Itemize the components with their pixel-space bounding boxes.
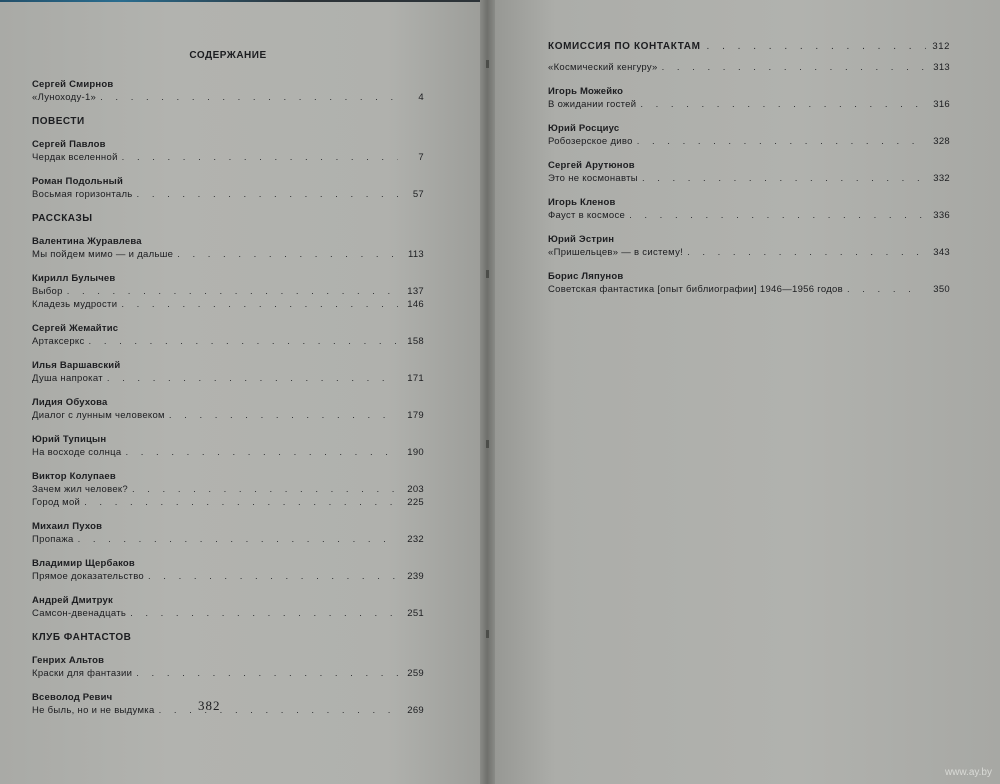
leader-dots bbox=[122, 151, 398, 164]
work-title: Самсон-двенадцать bbox=[32, 608, 127, 619]
leader-dots bbox=[148, 570, 398, 583]
leader-dots bbox=[126, 446, 399, 459]
toc-entry bbox=[32, 139, 424, 164]
toc-entry bbox=[32, 323, 424, 348]
toc-entry bbox=[32, 558, 424, 583]
toc-row bbox=[548, 172, 950, 185]
toc-row bbox=[32, 704, 424, 717]
toc-entry bbox=[32, 471, 424, 509]
section-title: ПОВЕСТИ bbox=[32, 116, 85, 127]
author-name: Михаил Пухов bbox=[32, 521, 103, 532]
section-entries bbox=[548, 86, 950, 296]
toc-row bbox=[32, 151, 424, 164]
toc-row bbox=[32, 496, 424, 509]
author-name: Кирилл Булычев bbox=[32, 273, 116, 284]
page-number: 7 bbox=[418, 152, 424, 163]
author-name: Сергей Павлов bbox=[32, 139, 106, 150]
toc-row bbox=[32, 446, 424, 459]
toc-row bbox=[548, 209, 950, 222]
author-name: Игорь Кленов bbox=[548, 197, 616, 208]
work-title: Не быль, но и не выдумка bbox=[32, 705, 155, 716]
page-number: 232 bbox=[407, 534, 424, 545]
toc-row bbox=[548, 246, 950, 259]
toc-entry bbox=[548, 197, 950, 222]
spine-stitch bbox=[486, 630, 489, 638]
toc-entry bbox=[32, 595, 424, 620]
section-title: КОМИССИЯ ПО КОНТАКТАМ bbox=[548, 41, 701, 52]
work-title: На восходе солнца bbox=[32, 447, 122, 458]
leader-dots bbox=[78, 533, 398, 546]
watermark: www.ay.by bbox=[944, 767, 992, 778]
toc-row bbox=[32, 335, 424, 348]
page-number: 179 bbox=[407, 410, 424, 421]
section-entries bbox=[32, 139, 424, 201]
leader-dots bbox=[169, 409, 398, 422]
toc-row bbox=[548, 61, 950, 74]
work-title: Мы пойдем мимо — и дальше bbox=[32, 249, 174, 260]
toc-entry bbox=[548, 61, 950, 74]
section-title: КЛУБ ФАНТАСТОВ bbox=[32, 632, 132, 643]
section-entries bbox=[32, 236, 424, 620]
work-title: Робозерское диво bbox=[548, 136, 633, 147]
work-title: «Луноходу-1» bbox=[32, 92, 97, 103]
work-title: «Пришельцев» — в систему! bbox=[548, 247, 684, 258]
page-number: 316 bbox=[933, 99, 950, 110]
author-name: Юрий Тупицын bbox=[32, 434, 107, 445]
author-name: Виктор Колупаев bbox=[32, 471, 116, 482]
author-name: Юрий Эстрин bbox=[548, 234, 615, 245]
author-name: Валентина Журавлева bbox=[32, 236, 142, 247]
author-name: Юрий Росциус bbox=[548, 123, 620, 134]
leader-dots bbox=[707, 40, 927, 53]
toc-row bbox=[32, 667, 424, 680]
page-number: 259 bbox=[407, 668, 424, 679]
work-title: Краски для фантазии bbox=[32, 668, 133, 679]
leader-dots bbox=[100, 91, 398, 104]
leader-dots bbox=[132, 483, 398, 496]
page-number: 158 bbox=[407, 336, 424, 347]
toc-entry bbox=[548, 271, 950, 296]
author-name: Лидия Обухова bbox=[32, 397, 108, 408]
toc-row bbox=[32, 248, 424, 261]
leader-dots bbox=[67, 285, 398, 298]
author-name: Сергей Арутюнов bbox=[548, 160, 635, 171]
leader-dots bbox=[84, 496, 398, 509]
page-number: 251 bbox=[407, 608, 424, 619]
leader-dots bbox=[121, 298, 398, 311]
work-title: Восьмая горизонталь bbox=[32, 189, 133, 200]
toc-row bbox=[32, 91, 424, 104]
author-name: Борис Ляпунов bbox=[548, 271, 624, 282]
toc-row bbox=[548, 283, 950, 296]
author-name: Генрих Альтов bbox=[32, 655, 105, 666]
page-number: 171 bbox=[407, 373, 424, 384]
left-contents bbox=[32, 50, 424, 729]
author-name: Андрей Дмитрук bbox=[32, 595, 113, 606]
leader-dots bbox=[687, 246, 924, 259]
page-folio: 382 bbox=[198, 698, 221, 713]
leader-dots bbox=[137, 188, 398, 201]
work-title: Город мой bbox=[32, 497, 81, 508]
leader-dots bbox=[629, 209, 924, 222]
toc-entry bbox=[32, 236, 424, 261]
work-title: Выбор bbox=[32, 286, 63, 297]
author-name: Сергей Жемайтис bbox=[32, 323, 119, 334]
page-number: 239 bbox=[407, 571, 424, 582]
right-contents bbox=[548, 40, 950, 308]
page-number: 332 bbox=[933, 173, 950, 184]
section-heading-row bbox=[548, 40, 950, 53]
toc-row bbox=[548, 98, 950, 111]
leader-dots bbox=[177, 248, 398, 261]
leader-dots bbox=[107, 372, 398, 385]
page-number: 336 bbox=[933, 210, 950, 221]
toc-row bbox=[32, 285, 424, 298]
page-number: 57 bbox=[412, 189, 424, 200]
toc-entry bbox=[548, 160, 950, 185]
toc-entry bbox=[548, 86, 950, 111]
author-name: Сергей Смирнов bbox=[32, 79, 114, 90]
work-title: «Космический кенгуру» bbox=[548, 62, 658, 73]
toc-row bbox=[32, 607, 424, 620]
toc-row bbox=[32, 533, 424, 546]
book-spine bbox=[480, 0, 496, 784]
toc-entry bbox=[32, 176, 424, 201]
page-number: 328 bbox=[933, 136, 950, 147]
page-number: 343 bbox=[933, 247, 950, 258]
toc-entry bbox=[32, 273, 424, 311]
toc-entry bbox=[32, 434, 424, 459]
leader-dots bbox=[640, 98, 924, 111]
contents-heading: СОДЕРЖАНИЕ bbox=[189, 50, 267, 61]
toc-row bbox=[32, 372, 424, 385]
work-title: Чердак вселенной bbox=[32, 152, 118, 163]
work-title: Артаксеркс bbox=[32, 336, 85, 347]
section-title: РАССКАЗЫ bbox=[32, 213, 93, 224]
work-title: Диалог с лунным человеком bbox=[32, 410, 165, 421]
toc-entry bbox=[548, 123, 950, 148]
author-name: Всеволод Ревич bbox=[32, 692, 113, 703]
spine-stitch bbox=[486, 440, 489, 448]
spine-stitch bbox=[486, 270, 489, 278]
toc-entry bbox=[32, 360, 424, 385]
toc-row bbox=[32, 483, 424, 496]
spine-stitch bbox=[486, 60, 489, 68]
section-entries bbox=[32, 655, 424, 717]
work-title: Советская фантастика [опыт библиографии] 1946—1956 годов bbox=[548, 284, 843, 295]
toc-entry bbox=[32, 397, 424, 422]
work-title: Это не космонавты bbox=[548, 173, 638, 184]
page-number: 312 bbox=[932, 41, 950, 52]
page-number: 203 bbox=[407, 484, 424, 495]
toc-row bbox=[548, 135, 950, 148]
leader-dots bbox=[642, 172, 924, 185]
page-number: 146 bbox=[407, 299, 424, 310]
work-title: Пропажа bbox=[32, 534, 74, 545]
leader-dots bbox=[89, 335, 398, 348]
toc-entry bbox=[32, 655, 424, 680]
toc-row bbox=[32, 409, 424, 422]
page-number: 225 bbox=[407, 497, 424, 508]
toc-entry bbox=[32, 521, 424, 546]
work-title: Кладезь мудрости bbox=[32, 299, 118, 310]
work-title: Душа напрокат bbox=[32, 373, 103, 384]
page-number: 190 bbox=[407, 447, 424, 458]
page-number: 313 bbox=[933, 62, 950, 73]
page-number: 269 bbox=[407, 705, 424, 716]
leader-dots bbox=[136, 667, 398, 680]
leader-dots bbox=[637, 135, 924, 148]
author-name: Илья Варшавский bbox=[32, 360, 121, 371]
page-number: 113 bbox=[407, 249, 424, 260]
leader-dots bbox=[130, 607, 398, 620]
author-name: Игорь Можейко bbox=[548, 86, 624, 97]
leader-dots bbox=[159, 704, 398, 717]
author-name: Владимир Щербаков bbox=[32, 558, 135, 569]
page-number: 137 bbox=[407, 286, 424, 297]
page-number: 4 bbox=[418, 92, 424, 103]
toc-row bbox=[32, 298, 424, 311]
page-number: 350 bbox=[933, 284, 950, 295]
toc-row bbox=[32, 188, 424, 201]
work-title: Фауст в космосе bbox=[548, 210, 626, 221]
toc-entry bbox=[548, 234, 950, 259]
toc-row bbox=[32, 570, 424, 583]
toc-entry bbox=[32, 692, 424, 717]
leader-dots bbox=[662, 61, 924, 74]
work-title: Прямое доказательство bbox=[32, 571, 145, 582]
work-title: В ожидании гостей bbox=[548, 99, 637, 110]
leader-dots bbox=[847, 283, 924, 296]
author-name: Роман Подольный bbox=[32, 176, 124, 187]
toc-entry bbox=[32, 79, 424, 104]
work-title: Зачем жил человек? bbox=[32, 484, 128, 495]
